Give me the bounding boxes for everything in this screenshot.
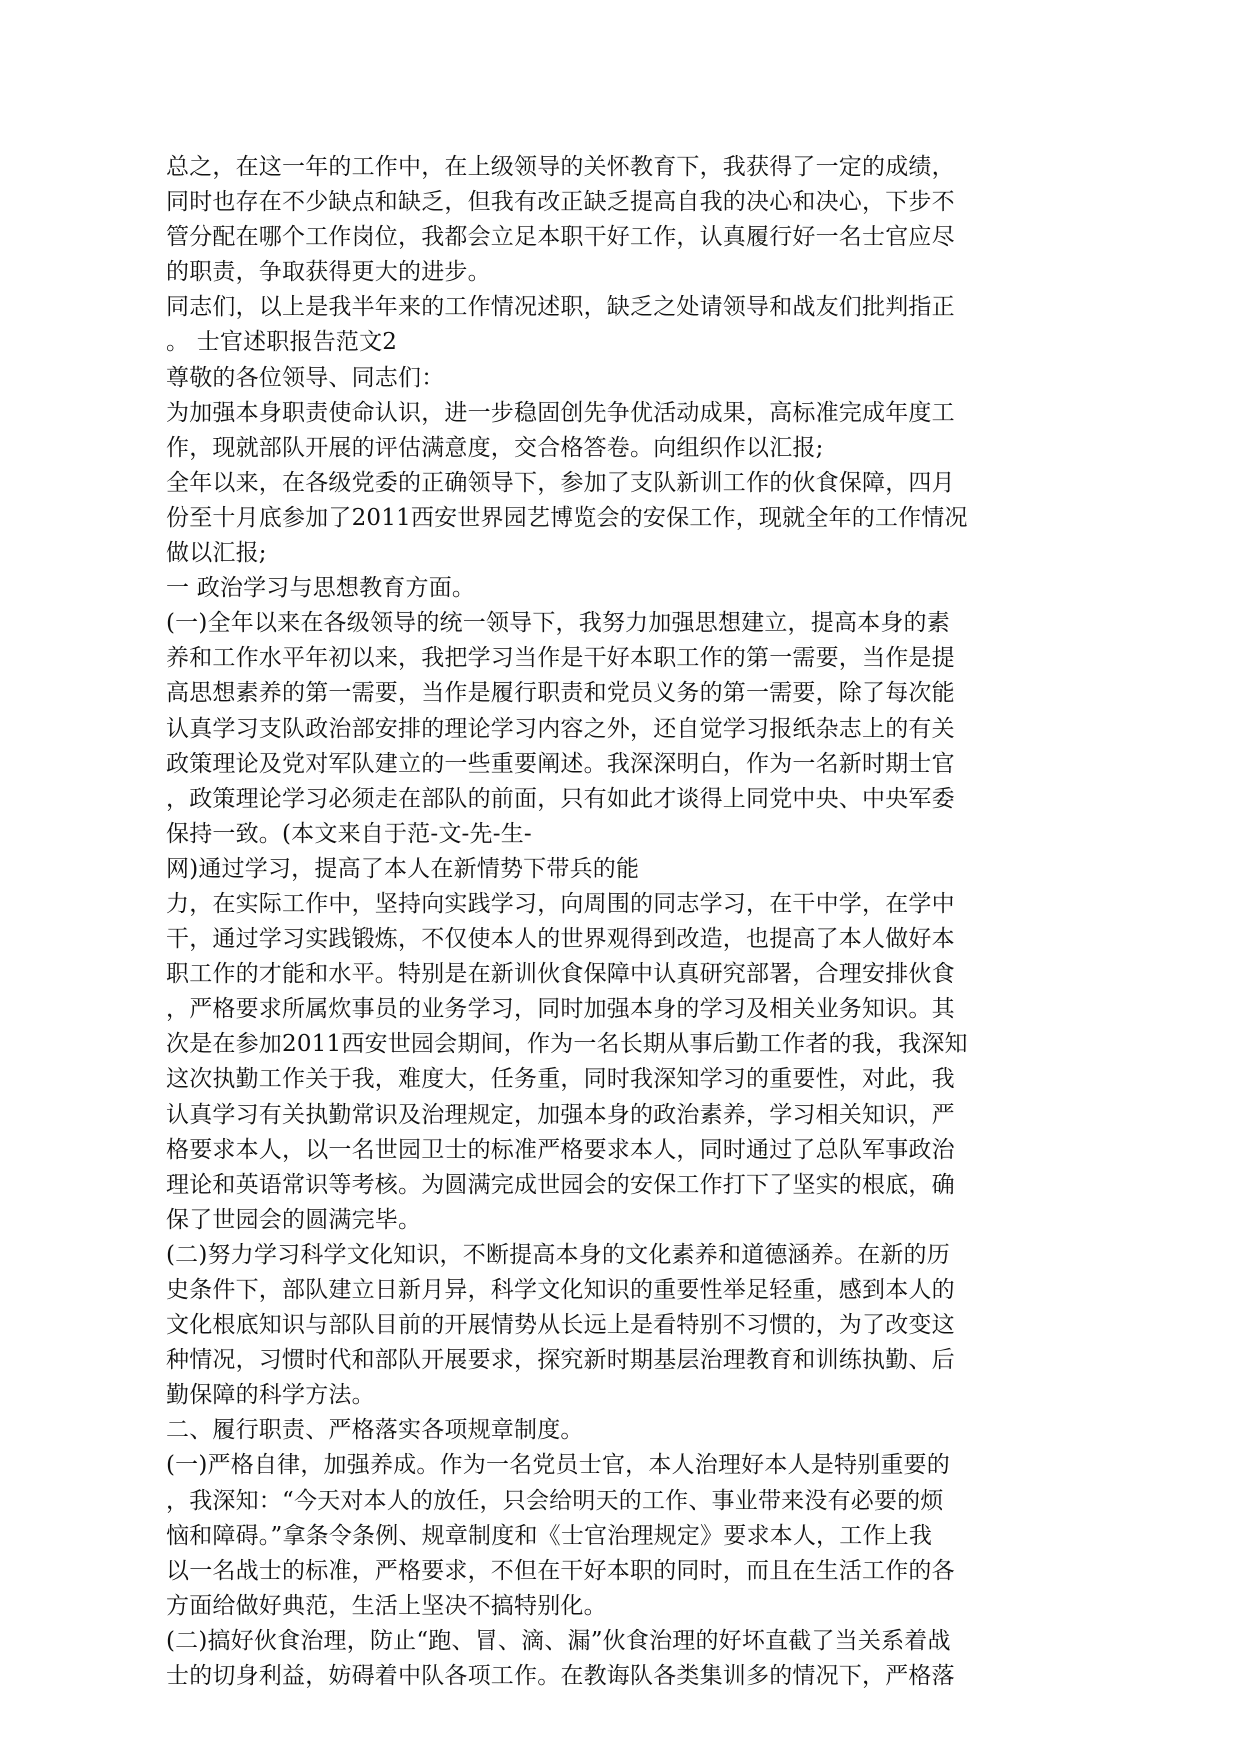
text-line: 养和工作水平年初以来，我把学习当作是干好本职工作的第一需要，当作是提 <box>166 645 955 672</box>
text-line: 政策理论及党对军队建立的一些重要阐述。我深深明白，作为一名新时期士官 <box>166 750 955 777</box>
text-line: 同志们，以上是我半年来的工作情况述职，缺乏之处请领导和战友们批判指正 <box>166 294 955 321</box>
text-line: 的职责，争取获得更大的进步。 <box>166 259 491 286</box>
text-line: 为加强本身职责使命认识，进一步稳固创先争优活动成果，高标准完成年度工 <box>166 399 955 426</box>
text-line: 方面给做好典范，生活上坚决不搞特别化。 <box>166 1592 607 1619</box>
text-line: 干，通过学习实践锻炼，不仅使本人的世界观得到改造，也提高了本人做好本 <box>166 926 955 953</box>
text-line: 份至十月底参加了2011西安世界园艺博览会的安保工作，现就全年的工作情况 <box>166 504 968 531</box>
text-line: 。 士官述职报告范文2 <box>166 329 398 356</box>
text-line: 高思想素养的第一需要，当作是履行职责和党员义务的第一需要，除了每次能 <box>166 680 955 707</box>
text-line: (二)搞好伙食治理，防止“跑、冒、滴、漏”伙食治理的好坏直截了当关系着战 <box>166 1627 951 1654</box>
text-line: 理论和英语常识等考核。为圆满完成世园会的安保工作打下了坚实的根底，确 <box>166 1171 955 1198</box>
text-line: (一)全年以来在各级领导的统一领导下，我努力加强思想建立，提高本身的素 <box>166 610 950 637</box>
text-line: 保了世园会的圆满完毕。 <box>166 1206 422 1233</box>
text-line: (一)严格自律，加强养成。作为一名党员士官，本人治理好本人是特别重要的 <box>166 1452 950 1479</box>
text-line: 总之，在这一年的工作中，在上级领导的关怀教育下，我获得了一定的成绩， <box>166 154 955 180</box>
text-line: (二)努力学习科学文化知识，不断提高本身的文化素养和道德涵养。在新的历 <box>166 1241 950 1268</box>
text-line: 尊敬的各位领导、同志们： <box>166 364 445 391</box>
text-line: 二、履行职责、严格落实各项规章制度。 <box>166 1417 584 1444</box>
text-line: 职工作的才能和水平。特别是在新训伙食保障中认真研究部署，合理安排伙食 <box>166 961 955 988</box>
text-line: 管分配在哪个工作岗位，我都会立足本职干好工作，认真履行好一名士官应尽 <box>166 224 955 251</box>
text-line: 认真学习有关执勤常识及治理规定，加强本身的政治素养，学习相关知识，严 <box>166 1101 955 1128</box>
text-line: 同时也存在不少缺点和缺乏，但我有改正缺乏提高自我的决心和决心，下步不 <box>166 189 955 216</box>
text-line: 网)通过学习，提高了本人在新情势下带兵的能 <box>166 855 640 882</box>
text-line: 格要求本人，以一名世园卫士的标准严格要求本人，同时通过了总队军事政治 <box>166 1136 955 1163</box>
text-line: 这次执勤工作关于我，难度大，任务重，同时我深知学习的重要性，对此，我 <box>166 1066 955 1093</box>
text-line: 力，在实际工作中，坚持向实践学习，向周围的同志学习，在干中学，在学中 <box>166 890 955 917</box>
text-line: 史条件下，部队建立日新月异，科学文化知识的重要性举足轻重，感到本人的 <box>166 1277 955 1303</box>
text-line: 文化根底知识与部队目前的开展情势从长远上是看特别不习惯的，为了改变这 <box>166 1312 955 1339</box>
text-line: 作，现就部队开展的评估满意度，交合格答卷。向组织作以汇报; <box>166 434 824 461</box>
text-line: 种情况，习惯时代和部队开展要求，探究新时期基层治理教育和训练执勤、后 <box>166 1347 955 1374</box>
text-line: 士的切身利益，妨碍着中队各项工作。在教诲队各类集训多的情况下，严格落 <box>166 1663 955 1690</box>
text-line: 勤保障的科学方法。 <box>166 1382 375 1409</box>
text-line: 次是在参加2011西安世园会期间，作为一名长期从事后勤工作者的我，我深知 <box>166 1031 968 1058</box>
document-body <box>166 150 1046 1694</box>
text-line: ，政策理论学习必须走在部队的前面，只有如此才谈得上同党中央、中央军委 <box>166 785 955 812</box>
text-line: 做以汇报; <box>166 540 267 567</box>
text-line: 保持一致。(本文来自于范-文-先-生- <box>166 820 532 847</box>
text-line: 以一名战士的标准，严格要求，不但在干好本职的同时，而且在生活工作的各 <box>166 1557 955 1584</box>
text-line: 全年以来，在各级党委的正确领导下，参加了支队新训工作的伙食保障，四月 <box>166 469 955 496</box>
text-line: ，我深知：“今天对本人的放任，只会给明天的工作、事业带来没有必要的烦 <box>166 1487 944 1514</box>
text-line: 认真学习支队政治部安排的理论学习内容之外，还自觉学习报纸杂志上的有关 <box>166 715 955 742</box>
text-line: 一 政治学习与思想教育方面。 <box>166 575 476 602</box>
text-line: 恼和障碍。”拿条令条例、规章制度和《士官治理规定》要求本人，工作上我 <box>166 1522 933 1549</box>
text-line: ，严格要求所属炊事员的业务学习，同时加强本身的学习及相关业务知识。其 <box>166 996 955 1023</box>
